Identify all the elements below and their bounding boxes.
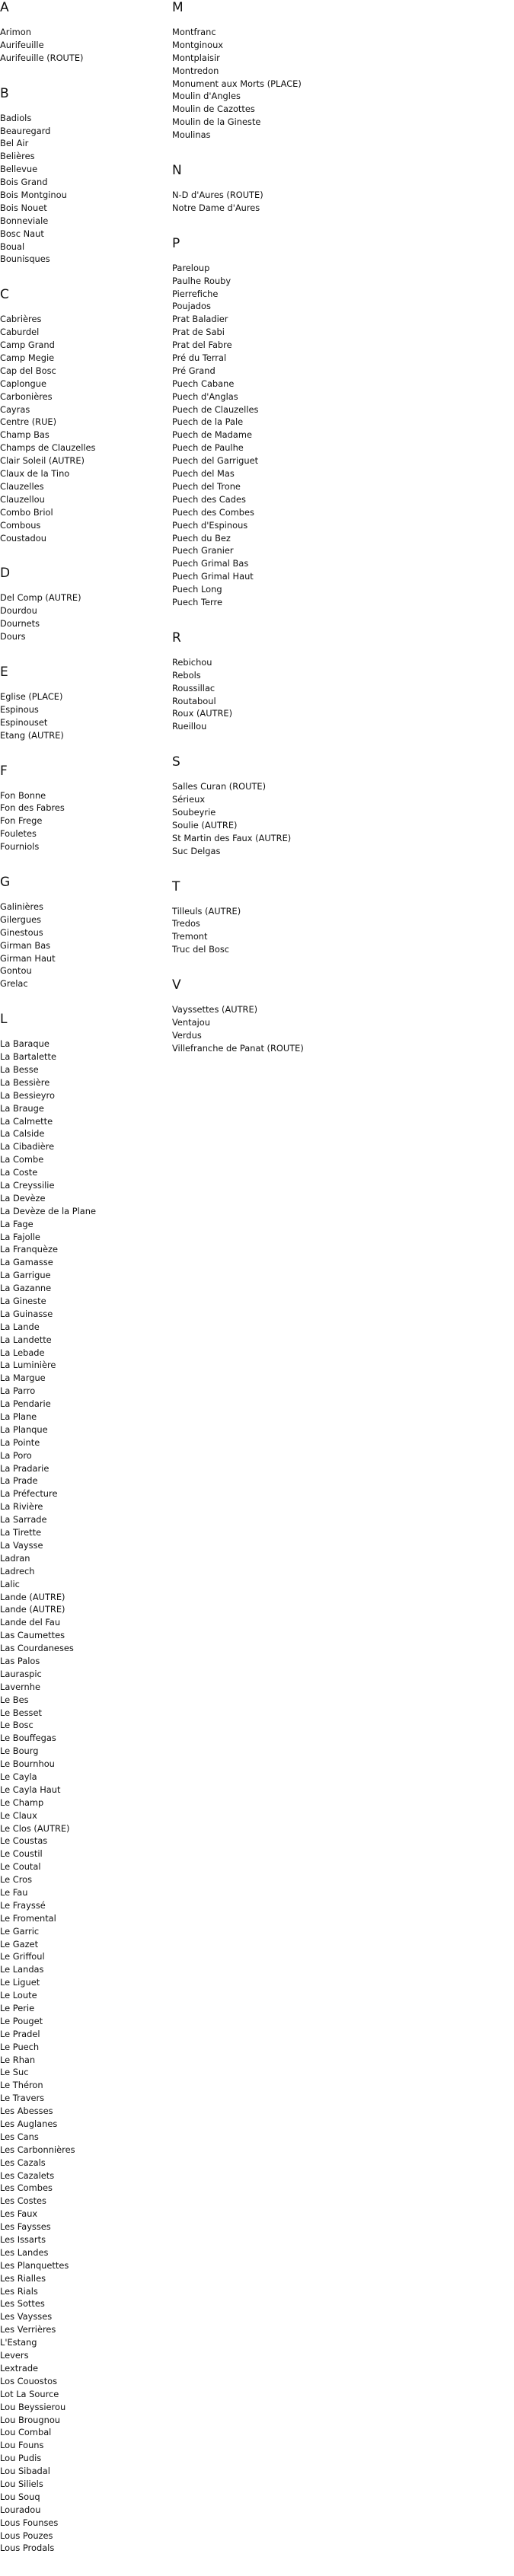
place-link[interactable]: Bounisques	[0, 253, 50, 265]
place-link[interactable]: Le Bourg	[0, 1745, 39, 1757]
place-link[interactable]: Rebichou	[172, 656, 212, 668]
place-link[interactable]: La Creyssilie	[0, 1180, 55, 1191]
place-link[interactable]: La Bartalette	[0, 1051, 56, 1063]
section-letter-heading: D	[0, 566, 11, 582]
place-link[interactable]: Puech del Trone	[172, 480, 241, 492]
place-link[interactable]: Les Planquettes	[0, 2259, 69, 2271]
place-list	[172, 262, 507, 609]
place-link[interactable]: Clair Soleil (AUTRE)	[0, 455, 85, 467]
place-link[interactable]: Levers	[0, 2350, 29, 2361]
section-s	[172, 754, 507, 878]
place-link[interactable]: Cayras	[0, 403, 30, 415]
place-link[interactable]: Lou Founs	[0, 2440, 44, 2451]
section-c	[0, 287, 168, 566]
place-link[interactable]: La Tirette	[0, 1527, 42, 1538]
place-link[interactable]: Rueillou	[172, 721, 207, 732]
place-link[interactable]: Puech Grimal Haut	[172, 571, 254, 582]
place-link[interactable]: Bois Nouet	[0, 202, 47, 213]
place-link[interactable]: Les Auglanes	[0, 2119, 58, 2130]
place-link[interactable]: Dournets	[0, 618, 40, 630]
place-link[interactable]: Fon Bonne	[0, 789, 46, 801]
place-link[interactable]: Cap del Bosc	[0, 365, 56, 376]
section-letter-heading: E	[0, 664, 8, 680]
place-link[interactable]: Del Comp (AUTRE)	[0, 592, 81, 604]
place-link[interactable]: Lot La Source	[0, 2388, 59, 2399]
place-link[interactable]: Soulie (AUTRE)	[172, 819, 238, 831]
place-link[interactable]: La Gineste	[0, 1296, 46, 1307]
section-f	[0, 764, 168, 875]
place-link[interactable]: Lous Prodals	[0, 2543, 55, 2554]
place-link[interactable]: Combous	[0, 519, 41, 531]
place-link[interactable]: Bois Grand	[0, 177, 48, 188]
place-link[interactable]: La Besse	[0, 1063, 39, 1075]
section-letter-heading: M	[172, 0, 184, 15]
place-link[interactable]: Prat de Sabi	[172, 327, 225, 338]
section-m	[172, 0, 507, 163]
place-list	[0, 789, 168, 853]
place-link[interactable]: Le Rhan	[0, 2054, 36, 2065]
place-link[interactable]: La Fajolle	[0, 1231, 40, 1242]
place-link[interactable]: St Martin des Faux (AUTRE)	[172, 832, 292, 843]
place-link[interactable]: Le Fau	[0, 1886, 28, 1898]
place-list	[172, 905, 507, 957]
place-link[interactable]: N-D d'Aures (ROUTE)	[172, 190, 263, 201]
place-link[interactable]: La Sarrade	[0, 1514, 47, 1526]
place-link[interactable]: Bois Montginou	[0, 190, 67, 201]
section-letter-heading: F	[0, 763, 8, 779]
place-link[interactable]: Gontou	[0, 965, 32, 977]
place-link[interactable]: Le Liguet	[0, 1977, 40, 1988]
place-link[interactable]: Aurifeuille (ROUTE)	[0, 52, 84, 63]
place-link[interactable]: Puech Long	[172, 584, 222, 595]
place-link[interactable]: La Préfecture	[0, 1488, 58, 1500]
place-link[interactable]: Claux de la Tino	[0, 468, 70, 480]
place-link[interactable]: Girman Haut	[0, 952, 56, 964]
place-link[interactable]: Boual	[0, 241, 25, 252]
place-link[interactable]: Lauraspic	[0, 1668, 42, 1679]
place-link[interactable]: Le Gazet	[0, 1938, 39, 1950]
place-link[interactable]: Montplaisir	[172, 52, 220, 63]
place-link[interactable]: Lou Combal	[0, 2427, 52, 2438]
place-link[interactable]: Centre (RUE)	[0, 416, 57, 428]
place-link[interactable]: Prat del Fabre	[172, 340, 232, 351]
place-link[interactable]: La Planque	[0, 1423, 48, 1435]
place-link[interactable]: Les Landes	[0, 2246, 49, 2258]
place-link[interactable]: Clauzelles	[0, 480, 44, 492]
place-link[interactable]: Etang (AUTRE)	[0, 729, 64, 741]
place-link[interactable]: Champ Bas	[0, 429, 49, 441]
place-link[interactable]: Champs de Clauzelles	[0, 442, 96, 454]
place-list	[0, 313, 168, 544]
place-link[interactable]: Caplongue	[0, 378, 46, 389]
place-link[interactable]: La Plane	[0, 1411, 37, 1423]
place-link[interactable]: Le Suc	[0, 2067, 29, 2078]
place-link[interactable]: Les Costes	[0, 2195, 46, 2207]
place-link[interactable]: Pareloup	[172, 262, 210, 273]
place-link[interactable]: Grelac	[0, 978, 28, 990]
place-link[interactable]: Lou Beyssierou	[0, 2401, 66, 2412]
place-link[interactable]: Le Puech	[0, 2041, 40, 2052]
place-link[interactable]: Camp Megie	[0, 352, 55, 364]
place-link[interactable]: Les Carbonnières	[0, 2144, 75, 2155]
place-link[interactable]: La Guinasse	[0, 1308, 53, 1319]
section-r	[172, 630, 507, 754]
place-link[interactable]: Fon Frege	[0, 815, 43, 827]
place-link[interactable]: Gilergues	[0, 913, 42, 925]
place-list	[0, 26, 168, 65]
place-link[interactable]: La Bessière	[0, 1076, 50, 1088]
place-link[interactable]: La Landette	[0, 1334, 52, 1345]
place-link[interactable]: Les Faysses	[0, 2221, 51, 2233]
section-l	[0, 1012, 168, 2576]
place-link[interactable]: La Cibadière	[0, 1141, 55, 1153]
place-link[interactable]: Fon des Fabres	[0, 802, 65, 814]
place-link[interactable]: Le Claux	[0, 1809, 37, 1821]
place-list	[172, 1003, 507, 1055]
section-letter-heading: V	[172, 977, 181, 993]
place-link[interactable]: Puech Cabane	[172, 378, 235, 389]
place-link[interactable]: Puech des Combes	[172, 506, 254, 518]
place-link[interactable]: Puech Terre	[172, 596, 222, 607]
place-link[interactable]: Les Abesses	[0, 2106, 53, 2117]
section-p	[172, 236, 507, 630]
place-link[interactable]: Beauregard	[0, 125, 51, 136]
place-link[interactable]: Tilleuls (AUTRE)	[172, 905, 241, 917]
place-link[interactable]: Les Rials	[0, 2285, 38, 2297]
section-b	[0, 86, 168, 288]
place-link[interactable]: Le Griffoul	[0, 1951, 45, 1962]
section-letter-heading: C	[0, 287, 9, 303]
place-link[interactable]: Lou Sibadal	[0, 2466, 50, 2477]
place-link[interactable]: Lande (AUTRE)	[0, 1604, 65, 1615]
place-link[interactable]: La Pradarie	[0, 1462, 49, 1474]
place-link[interactable]: Puech d'Espinous	[172, 519, 248, 531]
place-link[interactable]: La Devèze	[0, 1192, 46, 1204]
place-link[interactable]: La Calside	[0, 1128, 45, 1140]
place-link[interactable]: Rebols	[172, 669, 201, 681]
place-list	[172, 780, 507, 857]
section-letter-heading: N	[172, 163, 182, 179]
place-list	[172, 656, 507, 733]
section-n	[172, 163, 507, 236]
place-link[interactable]: Puech de Clauzelles	[172, 403, 259, 415]
place-link[interactable]: Tremont	[172, 931, 208, 942]
place-link[interactable]: La Prade	[0, 1475, 38, 1487]
place-link[interactable]: La Pendarie	[0, 1398, 51, 1410]
place-link[interactable]: La Lande	[0, 1321, 40, 1332]
section-letter-heading: A	[0, 0, 9, 15]
place-list	[0, 901, 168, 990]
place-link[interactable]: Le Landas	[0, 1964, 44, 1975]
place-link[interactable]: Lande del Fau	[0, 1617, 61, 1628]
place-link[interactable]: L'Estang	[0, 2337, 37, 2348]
place-link[interactable]: Lextrade	[0, 2362, 39, 2374]
place-link[interactable]: Paulhe Rouby	[172, 275, 231, 286]
place-link[interactable]: Le Coustil	[0, 1848, 43, 1860]
place-link[interactable]: Le Coutal	[0, 1861, 41, 1873]
place-link[interactable]: Pré Grand	[172, 365, 215, 376]
section-a	[0, 0, 168, 86]
place-link[interactable]: Puech de Paulhe	[172, 442, 244, 454]
place-link[interactable]: Moulinas	[172, 129, 211, 141]
place-link[interactable]: Puech Grimal Bas	[172, 558, 249, 569]
place-link[interactable]: Lou Brougnou	[0, 2414, 61, 2425]
section-t	[172, 879, 507, 978]
section-letter-heading: S	[172, 754, 180, 770]
place-link[interactable]: Suc Delgas	[172, 845, 221, 856]
place-link[interactable]: La Gazanne	[0, 1283, 52, 1294]
place-link[interactable]: Galinières	[0, 901, 43, 912]
place-link[interactable]: Le Coustas	[0, 1835, 48, 1847]
right-column	[172, 0, 507, 1076]
section-letter-heading: T	[172, 878, 180, 894]
place-link[interactable]: Ladrech	[0, 1565, 35, 1577]
place-link[interactable]: Puech des Cades	[172, 493, 246, 505]
place-link[interactable]: Le Travers	[0, 2093, 45, 2104]
place-link[interactable]: La Lebade	[0, 1347, 45, 1358]
place-list	[172, 189, 507, 215]
place-link[interactable]: Las Courdaneses	[0, 1643, 74, 1654]
place-link[interactable]: Le Cayla	[0, 1771, 37, 1782]
place-link[interactable]: Lavernhe	[0, 1681, 41, 1692]
place-link[interactable]: Caburdel	[0, 327, 40, 338]
place-link[interactable]: Montfranc	[172, 27, 216, 37]
place-link[interactable]: Girman Bas	[0, 939, 51, 951]
place-link[interactable]: Les Sottes	[0, 2298, 45, 2310]
place-list	[172, 26, 507, 142]
left-column	[0, 0, 168, 2576]
place-link[interactable]: Montredon	[172, 65, 219, 76]
place-link[interactable]: Lande (AUTRE)	[0, 1591, 65, 1602]
place-link[interactable]: Fourniols	[0, 841, 40, 853]
place-list	[0, 690, 168, 742]
section-letter-heading: L	[0, 1012, 8, 1028]
place-link[interactable]: Espinouset	[0, 716, 48, 728]
place-link[interactable]: La Parro	[0, 1385, 36, 1397]
place-link[interactable]: La Pointe	[0, 1436, 40, 1448]
place-link[interactable]: Coustadou	[0, 532, 46, 544]
place-link[interactable]: Les Combes	[0, 2182, 53, 2194]
place-link[interactable]: Las Caumettes	[0, 1630, 65, 1641]
place-link[interactable]: Ginestous	[0, 926, 43, 938]
place-link[interactable]: Puech d'Anglas	[172, 391, 238, 402]
place-link[interactable]: Les Faux	[0, 2208, 38, 2220]
place-link[interactable]: La Devèze de la Plane	[0, 1205, 96, 1216]
place-link[interactable]: Le Besset	[0, 1707, 42, 1718]
place-link[interactable]: Lou Siliels	[0, 2478, 43, 2489]
place-link[interactable]: Montginoux	[172, 39, 224, 50]
place-link[interactable]: La Baraque	[0, 1038, 49, 1050]
place-link[interactable]: Las Palos	[0, 1655, 40, 1666]
place-link[interactable]: Sérieux	[172, 794, 206, 805]
place-link[interactable]: La Garrigue	[0, 1270, 51, 1281]
section-letter-heading: B	[0, 85, 9, 101]
place-link[interactable]: Ventajou	[172, 1016, 210, 1028]
place-link[interactable]: Espinous	[0, 703, 39, 715]
place-link[interactable]: Bellevue	[0, 164, 38, 175]
place-link[interactable]: Eglise (PLACE)	[0, 690, 63, 702]
place-link[interactable]: Puech del Mas	[172, 468, 235, 480]
place-list	[0, 1038, 168, 2555]
place-link[interactable]: Notre Dame d'Aures	[172, 202, 260, 213]
place-link[interactable]: Salles Curan (ROUTE)	[172, 781, 267, 792]
place-link[interactable]: Lous Founses	[0, 2517, 59, 2528]
place-link[interactable]: Le Champ	[0, 1797, 44, 1808]
place-link[interactable]: Le Loute	[0, 1990, 37, 2001]
section-e	[0, 665, 168, 764]
place-link[interactable]: Pré du Terral	[172, 352, 227, 364]
place-link[interactable]: Arimon	[0, 27, 31, 37]
place-link[interactable]: Les Cazalets	[0, 2170, 55, 2181]
place-link[interactable]: Puech du Bez	[172, 532, 231, 544]
place-link[interactable]: Combo Briol	[0, 506, 53, 518]
place-list	[0, 591, 168, 643]
place-link[interactable]: Moulin de la Gineste	[172, 116, 261, 128]
place-link[interactable]: Moulin de Cazottes	[172, 104, 255, 115]
place-link[interactable]: Le Théron	[0, 2080, 43, 2091]
place-link[interactable]: Tredos	[172, 918, 200, 929]
place-link[interactable]: Les Verrières	[0, 2324, 56, 2335]
place-link[interactable]: La Vaysse	[0, 1539, 43, 1551]
place-link[interactable]: Monument aux Morts (PLACE)	[172, 78, 302, 89]
place-link[interactable]: Lou Souq	[0, 2491, 40, 2502]
place-list	[0, 112, 168, 266]
section-g	[0, 875, 168, 1012]
place-link[interactable]: Le Garric	[0, 1925, 40, 1937]
section-d	[0, 566, 168, 665]
place-link[interactable]: Puech de la Pale	[172, 416, 244, 428]
place-link[interactable]: La Rivière	[0, 1501, 43, 1513]
place-link[interactable]: Lalic	[0, 1578, 20, 1589]
place-link[interactable]: Bel Air	[0, 138, 29, 149]
place-link[interactable]: Aurifeuille	[0, 39, 44, 50]
place-link[interactable]: Le Bouffegas	[0, 1733, 56, 1744]
place-link[interactable]: Le Frayssé	[0, 1899, 46, 1911]
place-link[interactable]: Le Bosc	[0, 1720, 34, 1731]
place-link[interactable]: Les Cazals	[0, 2157, 46, 2168]
place-link[interactable]: Le Fromental	[0, 1912, 56, 1924]
place-link[interactable]: Le Pradel	[0, 2028, 40, 2039]
place-link[interactable]: Verdus	[172, 1029, 202, 1041]
place-link[interactable]: Roussillac	[172, 682, 215, 693]
place-link[interactable]: Los Couostos	[0, 2375, 58, 2386]
section-letter-heading: G	[0, 874, 11, 890]
place-link[interactable]: Villefranche de Panat (ROUTE)	[172, 1042, 304, 1054]
place-link[interactable]: Carbonières	[0, 391, 53, 402]
place-link[interactable]: Dourdou	[0, 605, 37, 617]
place-link[interactable]: La Coste	[0, 1167, 38, 1178]
place-link[interactable]: Soubeyrie	[172, 806, 216, 818]
place-link[interactable]: Les Rialles	[0, 2272, 46, 2284]
place-link[interactable]: Belières	[0, 151, 35, 162]
place-link[interactable]: Poujados	[172, 301, 211, 312]
place-link[interactable]: Moulin d'Angles	[172, 91, 241, 102]
place-link[interactable]: La Franquèze	[0, 1244, 58, 1255]
place-link[interactable]: La Fage	[0, 1218, 34, 1229]
place-link[interactable]: Les Issarts	[0, 2234, 46, 2246]
place-link[interactable]: La Margue	[0, 1372, 46, 1384]
place-link[interactable]: Le Bournhou	[0, 1758, 55, 1770]
place-link[interactable]: Vayssettes (AUTRE)	[172, 1004, 258, 1015]
place-link[interactable]: Le Pouget	[0, 2015, 43, 2026]
place-link[interactable]: Le Perie	[0, 2003, 35, 2013]
place-link[interactable]: La Gamasse	[0, 1257, 53, 1268]
place-link[interactable]: Dours	[0, 631, 26, 642]
place-link[interactable]: Prat Baladier	[172, 314, 228, 325]
place-link[interactable]: La Poro	[0, 1449, 32, 1461]
place-link[interactable]: Lous Pouzes	[0, 2530, 53, 2541]
place-link[interactable]: Bosc Naut	[0, 228, 44, 239]
place-link[interactable]: Truc del Bosc	[172, 944, 230, 955]
place-link[interactable]: La Luminière	[0, 1360, 56, 1371]
section-letter-heading: P	[172, 235, 180, 251]
place-link[interactable]: Badiols	[0, 112, 32, 123]
place-link[interactable]: Roux (AUTRE)	[172, 708, 233, 719]
place-link[interactable]: Camp Grand	[0, 340, 55, 351]
section-letter-heading: R	[172, 630, 181, 646]
place-link[interactable]: Routaboul	[172, 695, 216, 706]
place-link[interactable]: Le Clos (AUTRE)	[0, 1822, 70, 1834]
place-link[interactable]: Pierrefiche	[172, 288, 219, 299]
place-link[interactable]: Les Vaysses	[0, 2311, 53, 2323]
section-v	[172, 977, 507, 1076]
place-link[interactable]: La Combe	[0, 1154, 44, 1165]
place-link[interactable]: Louradou	[0, 2504, 41, 2515]
place-link[interactable]: Clauzellou	[0, 493, 45, 505]
place-link[interactable]: Bonneviale	[0, 215, 49, 226]
place-link[interactable]: Puech del Garriguet	[172, 455, 259, 467]
place-link[interactable]: Le Cros	[0, 1874, 33, 1886]
place-link[interactable]: Le Cayla Haut	[0, 1784, 61, 1795]
place-link[interactable]: La Bessieyro	[0, 1089, 55, 1101]
place-link[interactable]: Fouletes	[0, 828, 37, 840]
place-link[interactable]: Les Cans	[0, 2131, 39, 2142]
place-link[interactable]: La Calmette	[0, 1115, 53, 1127]
place-link[interactable]: Le Bes	[0, 1694, 29, 1705]
place-link[interactable]: Ladran	[0, 1552, 30, 1564]
place-link[interactable]: Puech de Madame	[172, 429, 252, 441]
place-link[interactable]: Lou Pudis	[0, 2453, 42, 2464]
place-link[interactable]: Cabrières	[0, 314, 42, 325]
place-link[interactable]: Puech Granier	[172, 545, 234, 556]
place-link[interactable]: La Brauge	[0, 1102, 44, 1114]
